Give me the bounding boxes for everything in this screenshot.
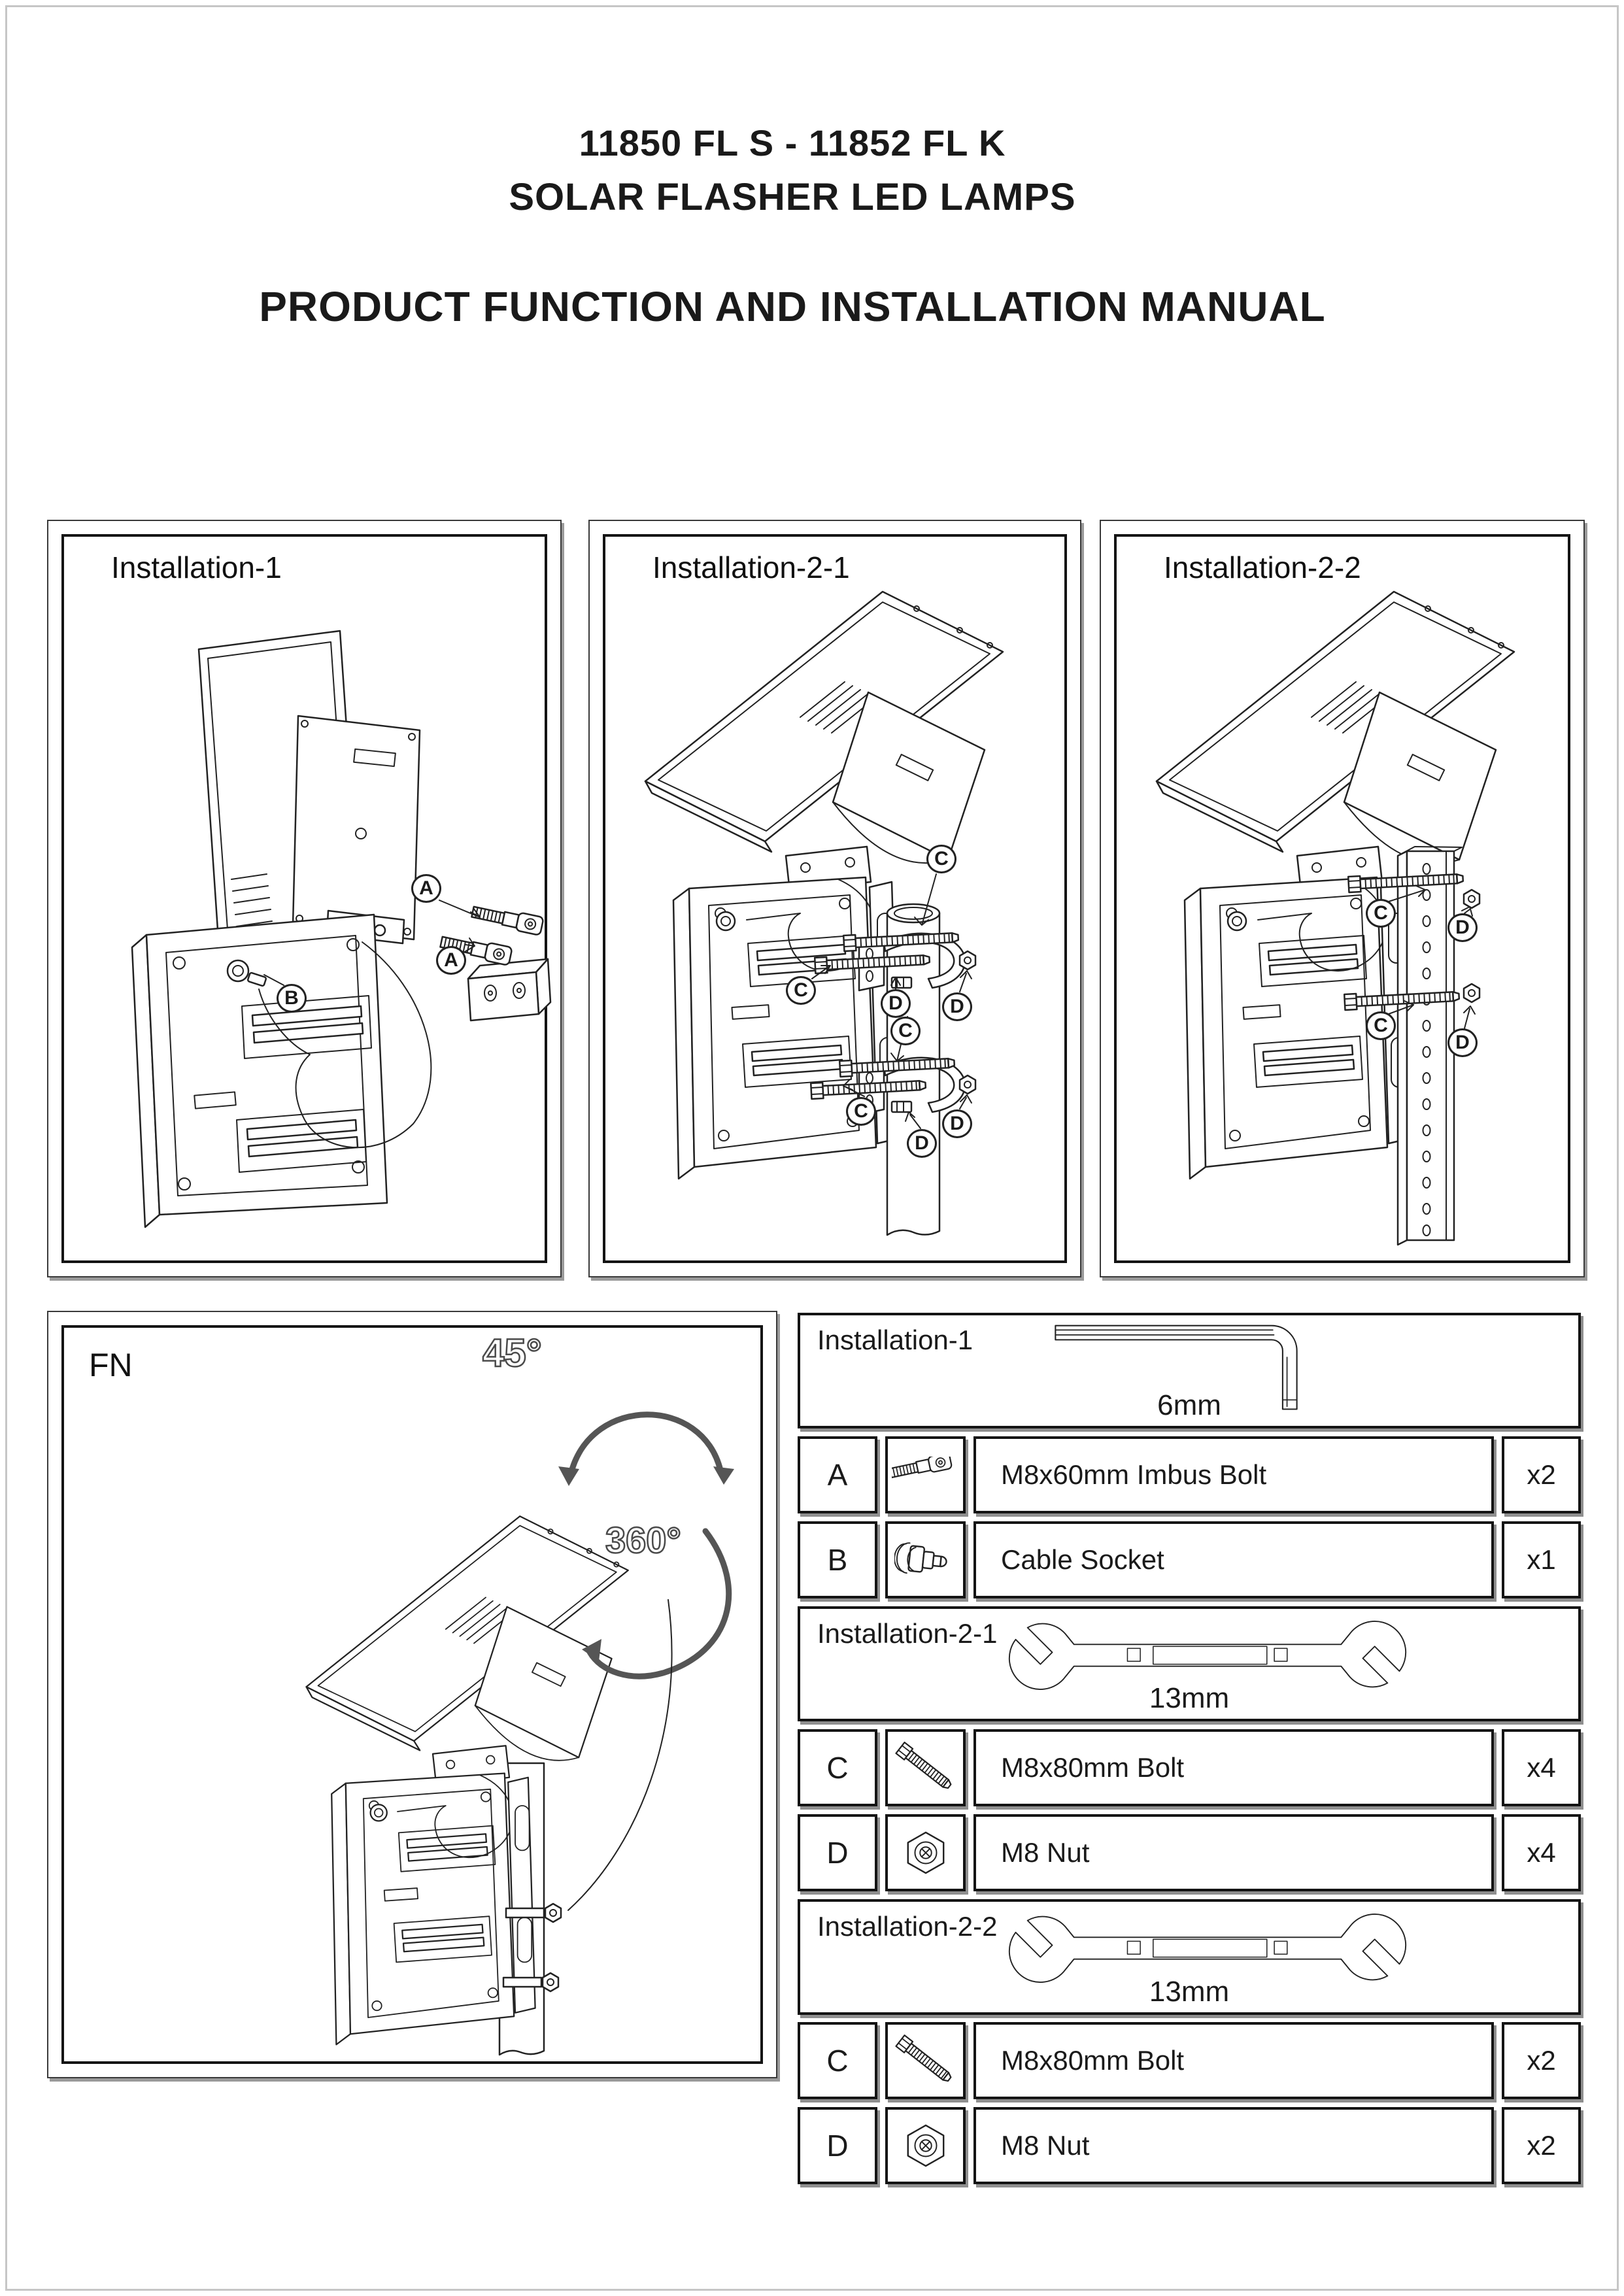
callout-a: A (411, 874, 441, 903)
part-icon-cell (885, 1729, 966, 1806)
product-code-title: 11850 FL S - 11852 FL K (579, 122, 1006, 163)
diagram-label: Installation-1 (111, 550, 282, 584)
hex-bolt-icon (891, 2026, 960, 2095)
part-qty-cell: x4 (1502, 1729, 1581, 1806)
callout-d: D (907, 1129, 937, 1158)
part-icon-cell (885, 2107, 966, 2184)
manual-subtitle: PRODUCT FUNCTION AND INSTALLATION MANUAL (259, 283, 1326, 330)
imbus-bolt-icon (892, 1457, 960, 1493)
callout-c: C (846, 1097, 876, 1126)
callout-d: D (942, 1109, 972, 1138)
part-qty-cell: x2 (1502, 2022, 1581, 2099)
part-id-cell: B (798, 1521, 877, 1598)
part-icon-cell (885, 1436, 966, 1513)
diagram-label: Installation-2-1 (652, 550, 850, 584)
part-desc-cell: M8x80mm Bolt (973, 1729, 1494, 1806)
callout-c: C (1366, 1011, 1396, 1040)
fn-function-panel (47, 1311, 777, 2078)
diagram-label: Installation-2-2 (1164, 550, 1361, 584)
part-icon-cell (885, 1814, 966, 1891)
callout-a: A (436, 946, 466, 975)
channel-post-mounting-drawing (1101, 521, 1583, 1276)
part-icon-cell (885, 1521, 966, 1598)
callout-d: D (1447, 1028, 1478, 1057)
part-id-cell: C (798, 2022, 877, 2099)
hex-nut-icon (903, 1830, 949, 1876)
callout-d: D (1447, 913, 1478, 942)
round-pole-mounting-drawing (590, 521, 1080, 1276)
part-icon-cell (885, 2022, 966, 2099)
part-id-cell: D (798, 1814, 877, 1891)
part-id-cell: D (798, 2107, 877, 2184)
product-name-title: SOLAR FLASHER LED LAMPS (509, 176, 1076, 218)
callout-c: C (1366, 899, 1396, 928)
installation-2-1-panel (588, 520, 1081, 1277)
hex-bolt-icon (891, 1733, 960, 1802)
part-qty-cell: x1 (1502, 1521, 1581, 1598)
hex-nut-icon (903, 2123, 949, 2169)
tool-size-label: 6mm (1157, 1389, 1221, 1421)
tilt-rotation-drawing (48, 1312, 776, 2077)
callout-c: C (786, 976, 816, 1005)
part-desc-cell: M8x80mm Bolt (973, 2022, 1494, 2099)
tilt-angle-label: 45° (482, 1331, 542, 1375)
part-qty-cell: x4 (1502, 1814, 1581, 1891)
part-qty-cell: x2 (1502, 1436, 1581, 1513)
callout-d: D (942, 992, 972, 1021)
diagram-label: FN (89, 1347, 133, 1383)
part-id-cell: C (798, 1729, 877, 1806)
tool-size-label: 13mm (1149, 1976, 1230, 2008)
rotation-angle-label: 360° (605, 1519, 681, 1561)
callout-b: B (277, 984, 307, 1013)
section-label: Installation-1 (817, 1325, 973, 1355)
part-qty-cell: x2 (1502, 2107, 1581, 2184)
part-id-cell: A (798, 1436, 877, 1513)
tools-header-installation-2-2 (798, 1899, 1581, 2015)
part-desc-cell: M8x60mm Imbus Bolt (973, 1436, 1494, 1513)
cable-socket-icon (894, 1541, 957, 1579)
part-desc-cell: M8 Nut (973, 2107, 1494, 2184)
tools-header-installation-1 (798, 1313, 1581, 1428)
installation-1-panel (47, 520, 562, 1277)
wall-bracket-exploded-drawing (48, 521, 560, 1276)
tools-header-installation-2-1 (798, 1606, 1581, 1721)
callout-c: C (890, 1017, 921, 1045)
part-desc-cell: M8 Nut (973, 1814, 1494, 1891)
tool-size-label: 13mm (1149, 1682, 1230, 1714)
installation-2-2-panel (1100, 520, 1585, 1277)
callout-c: C (926, 845, 956, 873)
callout-d: D (881, 989, 911, 1018)
section-label: Installation-2-1 (817, 1618, 998, 1649)
section-label: Installation-2-2 (817, 1911, 998, 1942)
part-desc-cell: Cable Socket (973, 1521, 1494, 1598)
